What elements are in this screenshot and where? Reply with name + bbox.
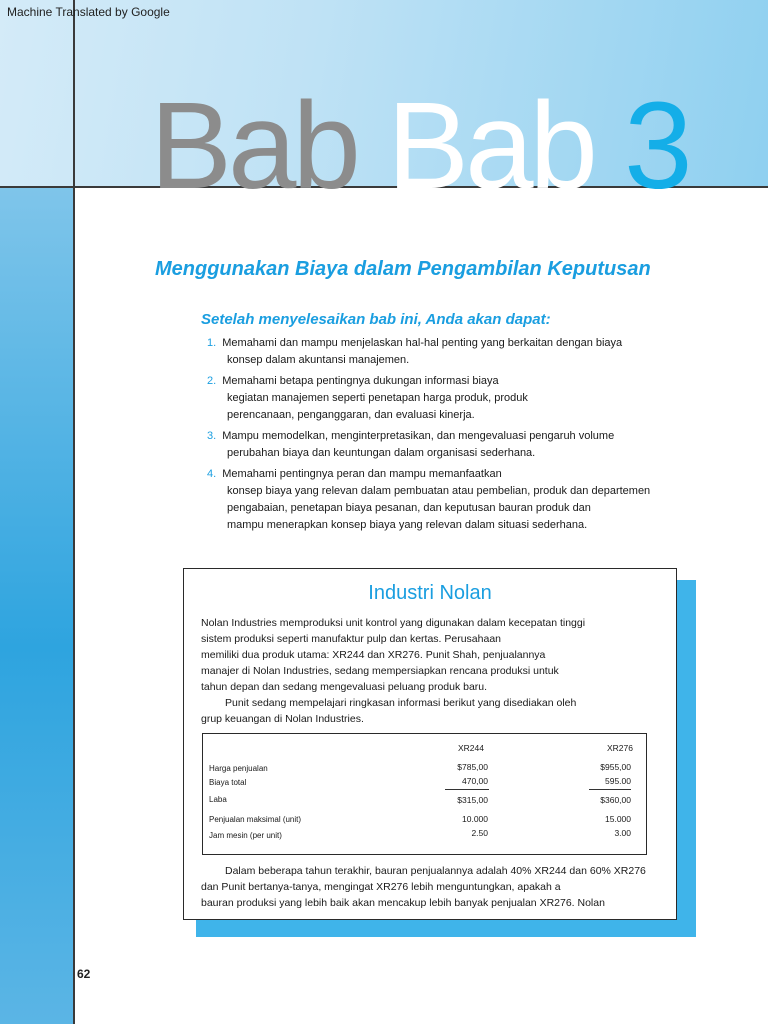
- subtotal-rule: [589, 789, 631, 790]
- objective-text: mampu menerapkan konsep biaya yang relevan dalam situasi sederhana.: [227, 519, 588, 531]
- product-data-table: [202, 733, 647, 855]
- machine-translation-watermark: Machine Translated by Google: [7, 5, 170, 19]
- case-text-line: Punit sedang mempelajari ringkasan informasi berikut yang disediakan oleh: [225, 697, 577, 709]
- table-row-label: Laba: [209, 795, 227, 804]
- case-text-line: Dalam beberapa tahun terakhir, bauran penjualannya adalah 40% XR244 dan 60% XR276: [225, 865, 646, 877]
- table-cell: 3.00: [614, 828, 631, 838]
- table-cell: $360,00: [600, 795, 631, 805]
- table-cell: $955,00: [600, 762, 631, 772]
- table-cell: 15.000: [605, 814, 631, 824]
- chapter-number: 3: [624, 78, 689, 215]
- subtotal-rule: [445, 789, 489, 790]
- objective-text: Memahami betapa pentingnya dukungan informasi biaya: [222, 375, 499, 387]
- table-cell: 595.00: [605, 776, 631, 786]
- case-text-line: dan Punit bertanya-tanya, mengingat XR276 lebih menguntungkan, apakah a: [201, 881, 561, 893]
- objective-text: Memahami pentingnya peran dan mampu memanfaatkan: [222, 468, 502, 480]
- chapter-word-1: Bab: [150, 78, 357, 215]
- objective-text: Memahami dan mampu menjelaskan hal-hal penting yang berkaitan dengan biaya: [222, 337, 623, 349]
- table-cell: 470,00: [462, 776, 488, 786]
- table-cell: 10.000: [462, 814, 488, 824]
- vertical-rule: [73, 0, 75, 1024]
- objective-text: perubahan biaya dan keuntungan dalam organisasi sederhana.: [227, 447, 536, 459]
- case-text-line: Nolan Industries memproduksi unit kontrol yang digunakan dalam kecepatan tinggi: [201, 617, 586, 629]
- case-study-box: [183, 568, 677, 920]
- case-text-line: manajer di Nolan Industries, sedang mempersiapkan rencana produksi untuk: [201, 665, 559, 677]
- case-text-line: sistem produksi seperti manufaktur pulp dan kertas. Perusahaan: [201, 633, 501, 645]
- objective-number: 4.: [207, 468, 217, 480]
- objective-number: 3.: [207, 430, 217, 442]
- objectives-heading: Setelah menyelesaikan bab ini, Anda akan dapat:: [201, 311, 551, 328]
- page-number: 62: [77, 967, 91, 981]
- case-footer-paragraph: [201, 863, 671, 911]
- chapter-word-2: Bab: [387, 78, 594, 215]
- objective-text: konsep dalam akuntansi manajemen.: [227, 354, 410, 366]
- objectives-list: [207, 335, 667, 538]
- objective-item: [207, 335, 667, 369]
- case-paragraph: [201, 615, 671, 727]
- table-cell: $785,00: [457, 762, 488, 772]
- objective-item: [207, 373, 667, 424]
- objective-item: [207, 466, 667, 534]
- table-cell: 2.50: [471, 828, 488, 838]
- case-text-line: bauran produksi yang lebih baik akan mencakup lebih banyak penjualan XR276. Nolan: [201, 897, 605, 909]
- table-row-label: Jam mesin (per unit): [209, 831, 282, 840]
- case-text-line: memiliki dua produk utama: XR244 dan XR276. Punit Shah, penjualannya: [201, 649, 546, 661]
- table-row-label: Biaya total: [209, 778, 247, 787]
- chapter-subtitle: Menggunakan Biaya dalam Pengambilan Keputusan: [155, 258, 651, 280]
- objective-text: konsep biaya yang relevan dalam pembuatan atau pembelian, produk dan departemen: [227, 485, 651, 497]
- table-row-label: Harga penjualan: [209, 764, 268, 773]
- objective-text: kegiatan manajemen seperti penetapan harga produk, produk: [227, 392, 528, 404]
- objective-text: Mampu memodelkan, menginterpretasikan, dan mengevaluasi pengaruh volume: [222, 430, 615, 442]
- objective-text: perencanaan, penganggaran, dan evaluasi kinerja.: [227, 409, 475, 421]
- objective-number: 1.: [207, 337, 217, 349]
- case-title: Industri Nolan: [368, 582, 492, 604]
- table-header-xr244: XR244: [458, 743, 484, 753]
- objective-item: [207, 428, 667, 462]
- case-text-line: grup keuangan di Nolan Industries.: [201, 713, 364, 725]
- table-cell: $315,00: [457, 795, 488, 805]
- table-header-xr276: XR276: [607, 743, 633, 753]
- table-row-label: Penjualan maksimal (unit): [209, 815, 302, 824]
- objective-number: 2.: [207, 375, 217, 387]
- chapter-title: [150, 78, 689, 215]
- left-color-strip: [0, 187, 74, 1024]
- objective-text: pengabaian, penetapan biaya pesanan, dan keputusan bauran produk dan: [227, 502, 591, 514]
- case-text-line: tahun depan dan sedang mengevaluasi peluang produk baru.: [201, 681, 488, 693]
